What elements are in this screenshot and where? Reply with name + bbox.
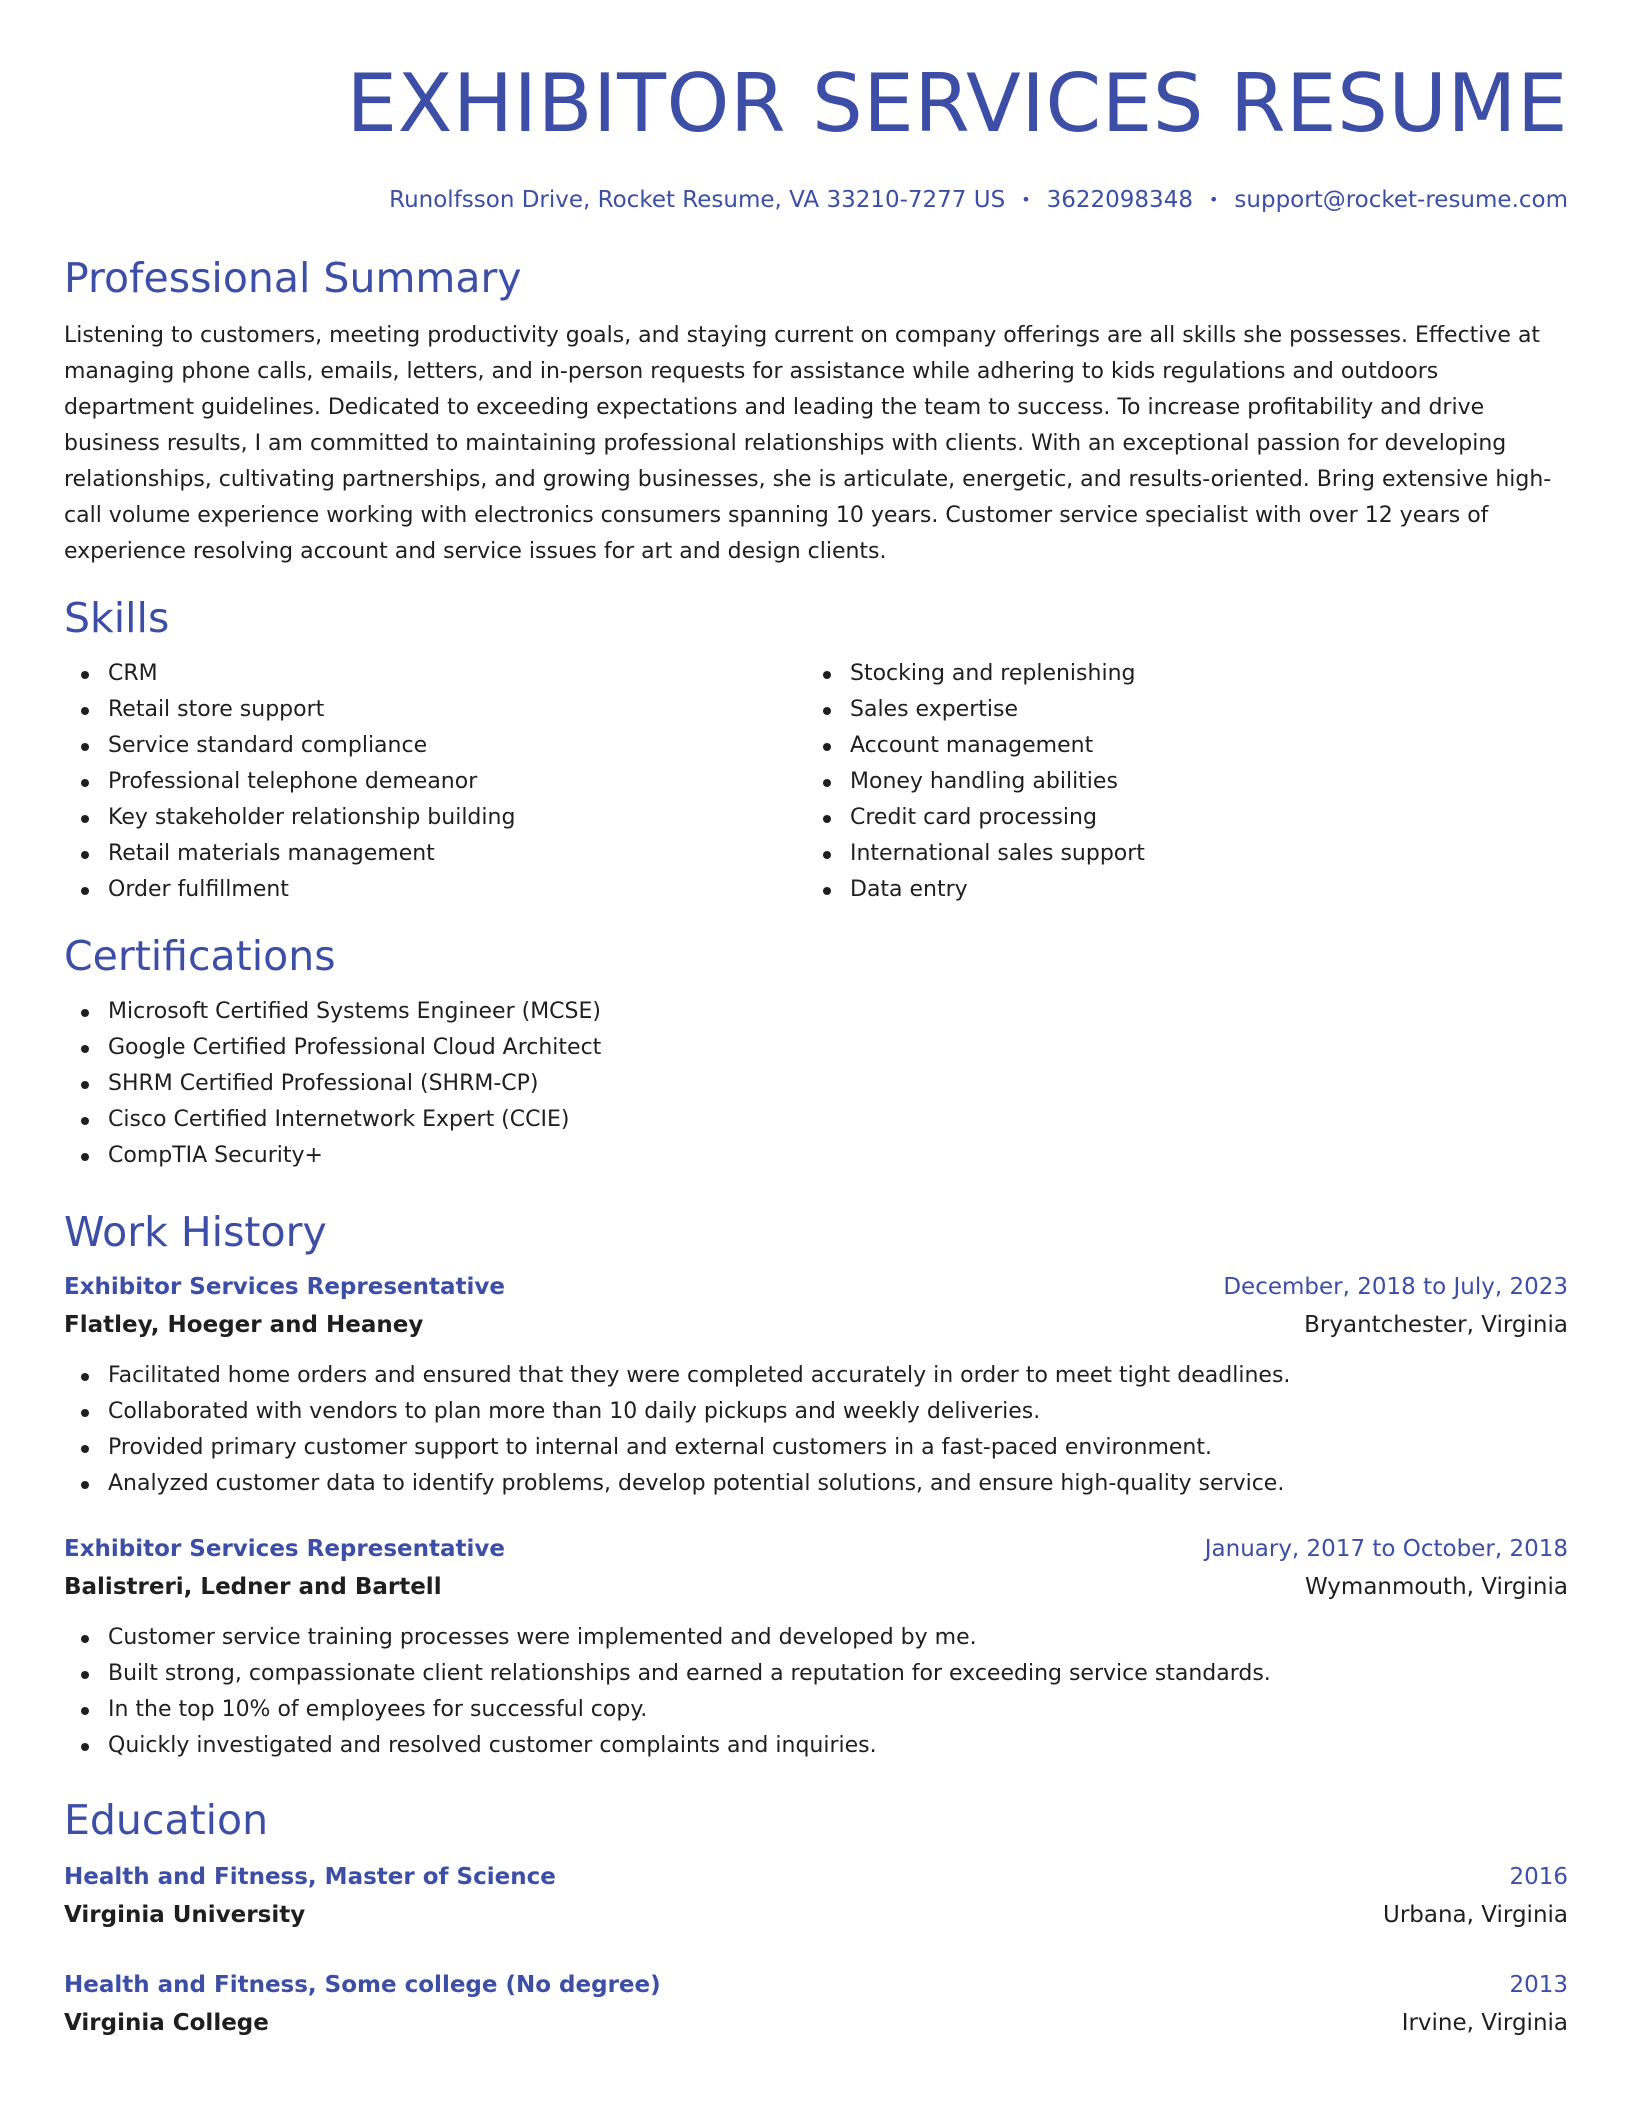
contact-line: [64, 184, 1568, 216]
contact-separator: •: [1021, 190, 1031, 209]
job-title: Exhibitor Services Representative: [64, 1536, 505, 1562]
resume-header: [64, 0, 1568, 216]
skills-section: [64, 592, 1568, 908]
summary-text: Listening to customers, meeting productivity goals, and staying current on company offerings are all skills she possesses. Effective at managing phone calls, emails, letters, and in-person requests for assistance while adhering to kids regulations and outdoors department guidelines. Dedicated to exceeding expectations and leading the team to success. To increase profitability and drive business results, I am committed to maintaining professional relationships with clients. With an exceptional passion for developing relationships, cultivating partnerships, and growing businesses, she is articulate, energetic, and results-oriented. Bring extensive high-call volume experience working with electronics consumers spanning 10 years. Customer service specialist with over 12 years of experience resolving account and service issues for art and design clients.: [64, 323, 1552, 564]
resume-title: EXHIBITOR SERVICES RESUME: [346, 57, 1568, 150]
summary-section: [64, 252, 1568, 570]
skill-item: CRM: [64, 656, 806, 692]
skill-item: Account management: [806, 728, 1548, 764]
job-bullet: Collaborated with vendors to plan more than 10 daily pickups and weekly deliveries.: [64, 1394, 1568, 1430]
certification-item: SHRM Certified Professional (SHRM-CP): [64, 1066, 1568, 1102]
job-title-row: [64, 1530, 1568, 1568]
skill-item: Order fulfillment: [64, 872, 806, 908]
education-entry: [64, 1858, 1568, 1934]
work-history-heading: Work History: [64, 1208, 327, 1256]
skill-item: Retail materials management: [64, 836, 806, 872]
job-company-row: [64, 1568, 1568, 1606]
job-bullets: [64, 1358, 1568, 1502]
education-school: Virginia College: [64, 2010, 269, 2036]
education-section: [64, 1794, 1568, 2042]
skill-item: Service standard compliance: [64, 728, 806, 764]
contact-phone[interactable]: 3622098348: [1046, 187, 1193, 213]
certification-item: CompTIA Security+: [64, 1138, 1568, 1174]
job-location: Wymanmouth, Virginia: [1304, 1574, 1568, 1600]
job-location: Bryantchester, Virginia: [1304, 1312, 1568, 1338]
contact-address: Runolfsson Drive, Rocket Resume, VA 33210-7277 US: [389, 187, 1006, 213]
certifications-list: [64, 994, 1568, 1174]
skill-item: Data entry: [806, 872, 1548, 908]
education-degree-row: [64, 1858, 1568, 1896]
skill-item: Money handling abilities: [806, 764, 1548, 800]
summary-heading: Professional Summary: [64, 254, 522, 302]
contact-email[interactable]: support@rocket-resume.com: [1234, 187, 1568, 213]
job-entry: [64, 1530, 1568, 1764]
education-degree: Health and Fitness, Some college (No degree): [64, 1972, 661, 1998]
education-school: Virginia University: [64, 1902, 306, 1928]
skill-item: Retail store support: [64, 692, 806, 728]
certification-item: Microsoft Certified Systems Engineer (MCSE): [64, 994, 1568, 1030]
certification-item: Cisco Certified Internetwork Expert (CCIE): [64, 1102, 1568, 1138]
skill-item: International sales support: [806, 836, 1548, 872]
certification-item: Google Certified Professional Cloud Architect: [64, 1030, 1568, 1066]
skill-item: Professional telephone demeanor: [64, 764, 806, 800]
education-location: Irvine, Virginia: [1401, 2010, 1568, 2036]
skill-item: Credit card processing: [806, 800, 1548, 836]
job-bullet: Provided primary customer support to internal and external customers in a fast-paced environment.: [64, 1430, 1568, 1466]
skill-item: Sales expertise: [806, 692, 1548, 728]
education-degree: Health and Fitness, Master of Science: [64, 1864, 556, 1890]
skills-grid: [64, 656, 1568, 908]
job-bullet: In the top 10% of employees for successful copy.: [64, 1692, 1568, 1728]
education-heading: Education: [64, 1796, 269, 1844]
education-school-row: [64, 2004, 1568, 2042]
skill-item: Key stakeholder relationship building: [64, 800, 806, 836]
job-bullet: Analyzed customer data to identify problems, develop potential solutions, and ensure high-quality service.: [64, 1466, 1568, 1502]
job-company-row: [64, 1306, 1568, 1344]
job-bullet: Quickly investigated and resolved customer complaints and inquiries.: [64, 1728, 1568, 1764]
education-school-row: [64, 1896, 1568, 1934]
education-location: Urbana, Virginia: [1383, 1902, 1568, 1928]
education-entry: [64, 1966, 1568, 2042]
certifications-heading: Certifications: [64, 932, 336, 980]
certifications-section: [64, 930, 1568, 1174]
skill-item: Stocking and replenishing: [806, 656, 1548, 692]
job-dates: January, 2017 to October, 2018: [1204, 1536, 1568, 1562]
job-title: Exhibitor Services Representative: [64, 1274, 505, 1300]
skills-list-right: [806, 656, 1548, 908]
job-bullet: Built strong, compassionate client relationships and earned a reputation for exceeding service standards.: [64, 1656, 1568, 1692]
job-entry: [64, 1268, 1568, 1502]
job-company: Balistreri, Ledner and Bartell: [64, 1574, 442, 1600]
skills-heading: Skills: [64, 594, 170, 642]
job-bullet: Customer service training processes were implemented and developed by me.: [64, 1620, 1568, 1656]
skills-list-left: [64, 656, 806, 908]
job-title-row: [64, 1268, 1568, 1306]
work-history-section: [64, 1206, 1568, 1764]
contact-separator: •: [1208, 190, 1219, 209]
job-bullets: [64, 1620, 1568, 1764]
job-bullet: Facilitated home orders and ensured that they were completed accurately in order to meet tight deadlines.: [64, 1358, 1568, 1394]
education-degree-row: [64, 1966, 1568, 2004]
job-dates: December, 2018 to July, 2023: [1223, 1274, 1568, 1300]
job-company: Flatley, Hoeger and Heaney: [64, 1312, 424, 1338]
education-year: 2016: [1509, 1864, 1568, 1890]
education-year: 2013: [1509, 1972, 1568, 1998]
